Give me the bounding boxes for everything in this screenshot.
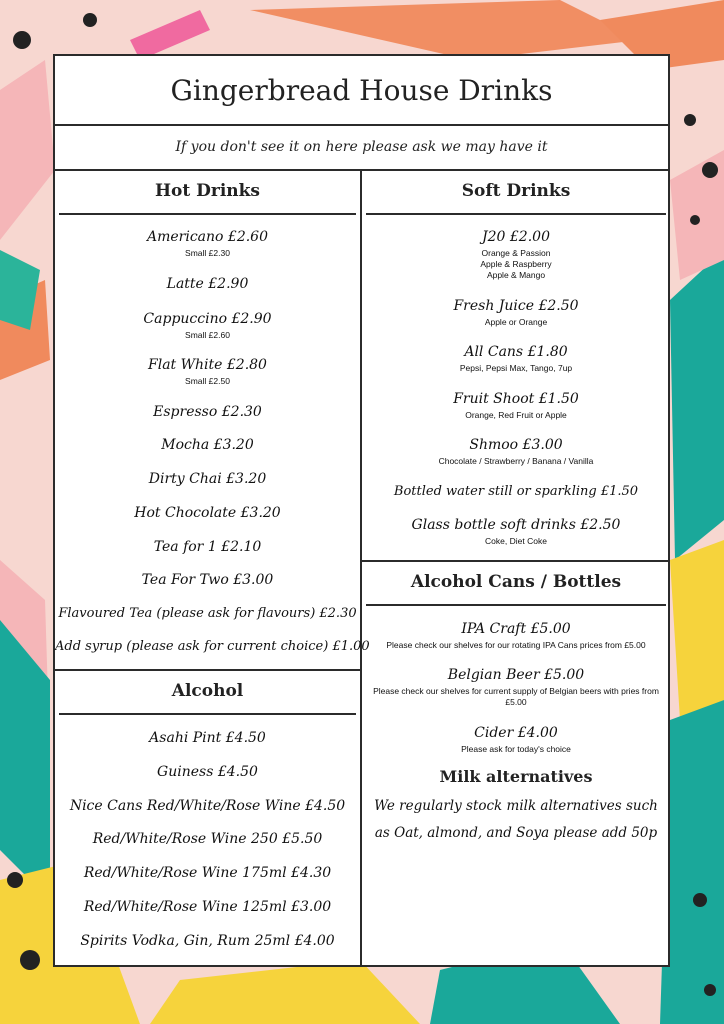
menu-item [362, 484, 670, 499]
item-note: Chocolate / Strawberry / Banana / Vanilla [438, 456, 594, 466]
milk-alternatives-heading: Milk alternatives [439, 767, 593, 786]
item-name: Tea for 1 £2.10 [153, 539, 262, 555]
menu-item [362, 437, 670, 467]
item-name: Tea For Two £3.00 [141, 572, 274, 588]
item-note: Coke, Diet Coke [485, 536, 547, 546]
menu-item [55, 311, 360, 341]
item-note: Small £2.50 [185, 376, 230, 386]
menu-item [55, 606, 360, 621]
item-name: Cider £4.00 [474, 725, 558, 741]
item-name: IPA Craft £5.00 [461, 621, 571, 637]
menu-item [55, 505, 360, 521]
item-note: Small £2.30 [185, 248, 230, 258]
item-note: Orange, Red Fruit or Apple [465, 410, 567, 420]
item-name: Asahi Pint £4.50 [149, 730, 266, 746]
soft-drinks-heading: Soft Drinks [461, 181, 571, 201]
menu-item [55, 798, 360, 814]
menu-item [55, 764, 360, 780]
divider [366, 213, 666, 215]
item-name: Red/White/Rose Wine 250 £5.50 [92, 831, 323, 847]
menu-item [362, 621, 670, 651]
divider [366, 604, 666, 606]
item-note: Apple & Mango [486, 270, 546, 280]
menu-item [362, 667, 670, 708]
menu-title: Gingerbread House Drinks [55, 56, 668, 126]
alcohol-cans-heading: Alcohol Cans / Bottles [410, 572, 622, 592]
item-name: Add syrup (please ask for current choice) £1.00 [55, 639, 370, 654]
item-note: Please check our shelves for current supply of Belgian beers with pries from £5.00 [373, 686, 659, 707]
menu-item [55, 276, 360, 292]
menu-item [55, 572, 360, 588]
menu-item [55, 730, 360, 746]
menu-item [55, 899, 360, 915]
item-name: Spirits Vodka, Gin, Rum 25ml £4.00 [80, 933, 335, 949]
item-name: Mocha £3.20 [161, 437, 254, 453]
menu-item [55, 831, 360, 847]
menu-item [362, 229, 670, 281]
item-name: All Cans £1.80 [464, 344, 568, 360]
item-name: Shmoo £3.00 [469, 437, 563, 453]
item-name: J20 £2.00 [482, 229, 550, 245]
item-name: Belgian Beer £5.00 [447, 667, 585, 683]
item-note: Please check our shelves for our rotating IPA Cans prices from £5.00 [386, 640, 646, 650]
item-name: Flavoured Tea (please ask for flavours) £2.30 [58, 606, 357, 621]
item-name: Red/White/Rose Wine 175ml £4.30 [83, 865, 332, 881]
menu-item [55, 471, 360, 487]
item-name: Guiness £4.50 [157, 764, 258, 780]
item-note: Please ask for today's choice [461, 744, 571, 754]
menu-item [362, 391, 670, 421]
milk-alternatives-text: We regularly stock milk alternatives such as Oat, almond, and Soya please add 50p [374, 798, 658, 841]
item-name: Nice Cans Red/White/Rose Wine £4.50 [69, 798, 346, 814]
menu-subtitle: If you don't see it on here please ask we may have it [55, 125, 668, 171]
menu-item [362, 517, 670, 547]
menu-item [55, 437, 360, 453]
right-column [362, 169, 670, 967]
item-name: Flat White £2.80 [148, 357, 267, 373]
divider [59, 213, 356, 215]
menu-item [55, 539, 360, 555]
item-name: Americano £2.60 [146, 229, 268, 245]
item-name: Fruit Shoot £1.50 [453, 391, 579, 407]
item-note: Orange & Passion [481, 248, 551, 258]
item-note: Apple or Orange [484, 317, 548, 327]
item-note: Apple & Raspberry [480, 259, 552, 269]
item-name: Latte £2.90 [166, 276, 249, 292]
menu-card [53, 54, 670, 967]
menu-item [55, 933, 360, 949]
menu-item [55, 865, 360, 881]
menu-item [362, 725, 670, 755]
menu-item [55, 639, 370, 654]
divider [59, 713, 356, 715]
menu-item [55, 404, 360, 420]
item-name: Dirty Chai £3.20 [148, 471, 267, 487]
item-name: Hot Chocolate £3.20 [134, 505, 281, 521]
item-note: Small £2.60 [185, 330, 230, 340]
item-name: Cappuccino £2.90 [143, 311, 272, 327]
item-name: Red/White/Rose Wine 125ml £3.00 [83, 899, 332, 915]
menu-item [362, 298, 670, 328]
item-note: Pepsi, Pepsi Max, Tango, 7up [459, 363, 573, 373]
item-name: Fresh Juice £2.50 [453, 298, 579, 314]
item-name: Glass bottle soft drinks £2.50 [411, 517, 621, 533]
hot-drinks-heading: Hot Drinks [154, 181, 261, 201]
menu-item [55, 229, 360, 259]
item-name: Bottled water still or sparkling £1.50 [393, 484, 639, 499]
menu-item [362, 344, 670, 374]
alcohol-heading: Alcohol [171, 681, 244, 701]
menu-item [55, 357, 360, 387]
item-name: Espresso £2.30 [153, 404, 262, 420]
left-column [55, 169, 370, 967]
